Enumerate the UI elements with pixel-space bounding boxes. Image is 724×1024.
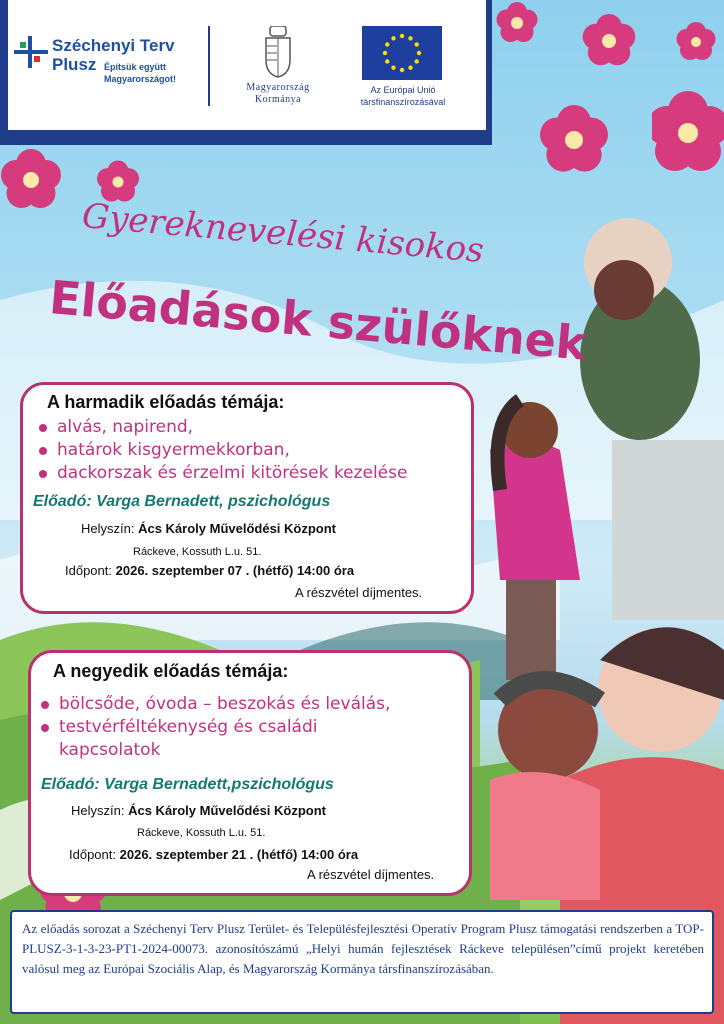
funding-footer — [10, 910, 714, 1014]
eu-text-line2: társfinanszírozásával — [360, 97, 446, 107]
topic-text: határok kisgyermekkorban, — [57, 440, 290, 460]
eu-star-icon — [408, 36, 412, 40]
eu-text-line1: Az Európai Unió — [370, 85, 436, 95]
topic-text: kapcsolatok — [59, 740, 161, 760]
venue-label: Helyszín: — [71, 803, 125, 818]
lecture3-topic-list — [35, 416, 407, 485]
flower-icon — [652, 88, 724, 178]
venue-label: Helyszín: — [81, 521, 135, 536]
lecture4-panel — [28, 650, 472, 896]
eu-star-icon — [391, 66, 395, 70]
program-tagline — [104, 61, 176, 85]
government-name-line2: Kormánya — [254, 94, 302, 105]
lecture4-address: Ráckeve, Kossuth L.u. 51. — [137, 827, 266, 839]
lecture4-speaker: Előadó: Varga Bernadett,pszichológus — [41, 776, 334, 793]
venue-name: Ács Károly Művelődési Központ — [128, 803, 327, 818]
flower-icon — [0, 142, 62, 218]
program-tagline-line1: Építsük együtt — [104, 62, 167, 72]
topic-text: bölcsőde, óvoda – beszokás és leválás, — [59, 694, 391, 714]
lecture3-address: Ráckeve, Kossuth L.u. 51. — [133, 546, 262, 558]
list-item — [37, 693, 390, 716]
flower-icon — [674, 20, 718, 64]
header-divider — [208, 26, 210, 106]
poster-title-line1: Gyereknevelési kisokos — [80, 196, 486, 271]
eu-cofinancing-text — [340, 84, 466, 108]
eu-star-icon — [408, 66, 412, 70]
list-item — [37, 739, 390, 762]
lecture3-speaker: Előadó: Varga Bernadett, pszichológus — [33, 493, 331, 510]
flower-icon — [580, 12, 638, 70]
lecture3-heading: A harmadik előadás témája: — [47, 392, 285, 412]
time-value: 2026. szeptember 07 . (hétfő) 14:00 óra — [115, 563, 355, 578]
eu-star-icon — [385, 42, 389, 46]
eu-star-icon — [415, 42, 419, 46]
lecture3-free-note: A részvétel díjmentes. — [295, 585, 423, 600]
eu-star-icon — [417, 51, 421, 55]
program-name-line1: Széchenyi Terv — [52, 36, 175, 55]
lecture3-time — [65, 563, 354, 578]
topic-text: alvás, napirend, — [57, 417, 194, 437]
flower-icon — [536, 102, 612, 178]
lecture4-free-note: A részvétel díjmentes. — [307, 867, 435, 882]
government-name-line1: Magyarország — [246, 82, 310, 93]
lecture3-venue — [81, 521, 336, 536]
eu-star-icon — [391, 36, 395, 40]
program-name-line2: Plusz — [52, 55, 97, 74]
time-label: Időpont: — [69, 847, 116, 862]
program-tagline-line2: Magyarországot! — [104, 74, 177, 84]
eu-star-icon — [385, 59, 389, 63]
lecture3-panel — [20, 382, 474, 614]
bullet-icon — [41, 724, 49, 732]
lecture4-topic-list — [37, 693, 390, 762]
funding-footer-text: Az előadás sorozat a Széchenyi Terv Plusz Terület- és Településfejlesztési Operatív Program Plusz támogatási rendszerben a TOP-PLUSZ-3-1-3-23-PT1-2024-00073. azonosítószámú „Helyi humán fejlesztések Ráckeve településen”című projekt keretében valósul meg az Európai Szociális Alap, és Magyarország Kormánya társfinanszírozásában. — [22, 921, 704, 976]
hungarian-coat-of-arms-icon — [262, 26, 294, 78]
eu-star-icon — [400, 68, 404, 72]
szechenyi-cross-logo-icon — [12, 34, 52, 74]
flower-icon — [494, 0, 540, 46]
eu-star-icon — [415, 59, 419, 63]
bullet-icon — [39, 470, 47, 478]
bullet-icon — [39, 447, 47, 455]
time-label: Időpont: — [65, 563, 112, 578]
eu-star-icon — [383, 51, 387, 55]
list-item — [35, 462, 407, 485]
venue-name: Ács Károly Művelődési Központ — [138, 521, 337, 536]
list-item — [35, 439, 407, 462]
bullet-icon — [39, 424, 47, 432]
poster-title-line2: Előadások szülőknek — [47, 270, 589, 371]
bullet-icon — [41, 701, 49, 709]
topic-text: testvérféltékenység és családi — [59, 717, 318, 737]
list-item — [37, 716, 390, 739]
lecture4-venue — [71, 803, 326, 818]
topic-text: dackorszak és érzelmi kitörések kezelése — [57, 463, 408, 483]
lecture4-time — [69, 847, 358, 862]
eu-flag-icon — [362, 26, 442, 80]
list-item — [35, 416, 407, 439]
time-value: 2026. szeptember 21 . (hétfő) 14:00 óra — [119, 847, 359, 862]
government-name — [232, 82, 324, 106]
lecture4-heading: A negyedik előadás témája: — [53, 661, 289, 681]
eu-star-icon — [400, 34, 404, 38]
